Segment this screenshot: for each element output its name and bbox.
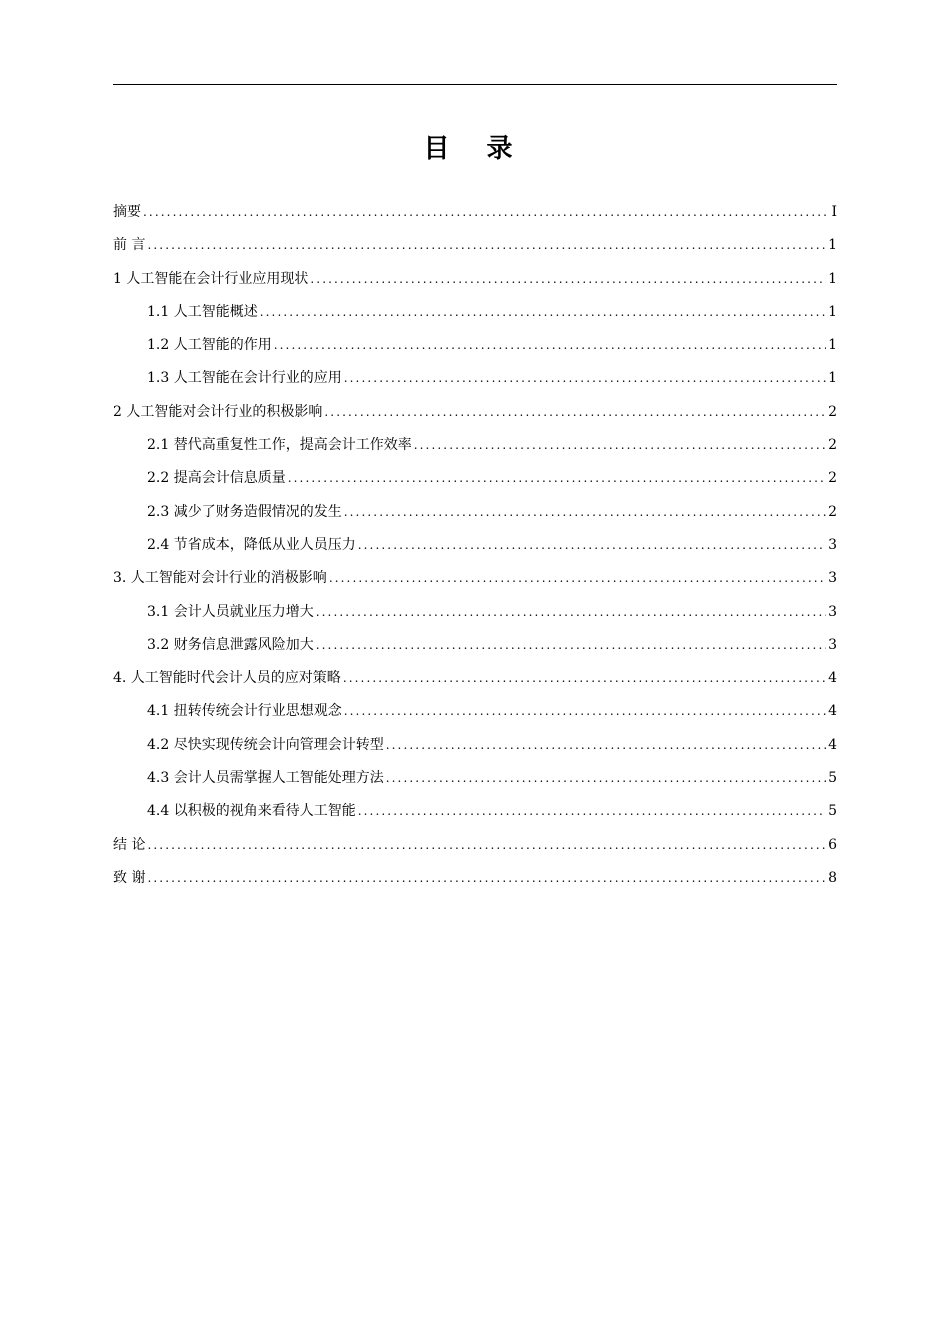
toc-entry-page: I <box>831 204 837 220</box>
toc-entry-label: 1.1 人工智能概述 <box>147 303 258 320</box>
toc-entry[interactable] <box>113 562 837 595</box>
toc-entry-label: 2.3 减少了财务造假情况的发生 <box>147 503 342 520</box>
toc-leader-dots <box>358 529 826 562</box>
toc-leader-dots <box>288 462 826 495</box>
toc-entry-page: 1 <box>828 303 837 320</box>
toc-entry-page: 1 <box>828 237 837 254</box>
toc-entry[interactable] <box>113 496 837 529</box>
toc-entry-label: 前 言 <box>113 237 146 254</box>
toc-entry-label: 4.4 以积极的视角来看待人工智能 <box>147 803 356 820</box>
toc-entry[interactable] <box>113 829 837 862</box>
toc-entry-label: 2.1 替代高重复性工作，提高会计工作效率 <box>147 437 412 454</box>
toc-entry[interactable] <box>113 329 837 362</box>
toc-entry[interactable] <box>113 362 837 395</box>
toc-entry-label: 3. 人工智能对会计行业的消极影响 <box>113 570 327 587</box>
toc-entry[interactable] <box>113 795 837 828</box>
toc-entry-page: 1 <box>828 370 837 387</box>
toc-leader-dots <box>358 795 826 828</box>
toc-leader-dots <box>316 629 826 662</box>
toc-entry[interactable] <box>113 196 837 229</box>
toc-entry[interactable] <box>113 529 837 562</box>
toc-entry-page: 4 <box>828 670 837 687</box>
toc-entry[interactable] <box>113 296 837 329</box>
toc-entry-page: 2 <box>828 503 837 520</box>
toc-entry-label: 摘要 <box>113 204 141 220</box>
toc-entry-page: 8 <box>828 869 837 886</box>
toc-entry-label: 1.2 人工智能的作用 <box>147 337 272 354</box>
toc-leader-dots <box>386 729 826 762</box>
toc-entry-page: 2 <box>828 470 837 487</box>
header-rule <box>113 84 837 85</box>
toc-entry-page: 3 <box>828 570 837 587</box>
toc-entry-page: 3 <box>828 536 837 553</box>
toc-entry[interactable] <box>113 629 837 662</box>
toc-leader-dots <box>386 762 826 795</box>
toc-leader-dots <box>344 496 826 529</box>
toc-entry-page: 1 <box>828 270 837 287</box>
toc-entry[interactable] <box>113 695 837 728</box>
toc-leader-dots <box>324 396 826 429</box>
toc-entry[interactable] <box>113 263 837 296</box>
toc-leader-dots <box>147 862 826 895</box>
toc-entry-label: 致 谢 <box>113 869 146 886</box>
toc-entry-page: 4 <box>828 703 837 720</box>
toc-entry-page: 2 <box>828 437 837 454</box>
toc-entry-page: 2 <box>828 403 837 420</box>
toc-leader-dots <box>329 562 826 595</box>
toc-entry-label: 3.1 会计人员就业压力增大 <box>147 603 314 620</box>
toc-entry-page: 6 <box>828 836 837 853</box>
toc-entry-page: 1 <box>828 337 837 354</box>
page-title: 目 录 <box>423 134 527 164</box>
toc-leader-dots <box>274 329 826 362</box>
toc-leader-dots <box>344 362 826 395</box>
toc-entry[interactable] <box>113 429 837 462</box>
table-of-contents <box>113 196 837 895</box>
toc-leader-dots <box>147 829 826 862</box>
toc-entry[interactable] <box>113 662 837 695</box>
toc-entry-label: 2.4 节省成本，降低从业人员压力 <box>147 536 356 553</box>
toc-entry[interactable] <box>113 229 837 262</box>
toc-entry-label: 1 人工智能在会计行业应用现状 <box>113 270 309 287</box>
toc-entry[interactable] <box>113 762 837 795</box>
toc-leader-dots <box>344 695 826 728</box>
toc-entry-label: 2.2 提高会计信息质量 <box>147 470 286 487</box>
toc-entry-label: 4. 人工智能时代会计人员的应对策略 <box>113 670 341 687</box>
toc-entry-page: 3 <box>828 636 837 653</box>
toc-entry[interactable] <box>113 462 837 495</box>
toc-leader-dots <box>414 429 826 462</box>
toc-entry-page: 3 <box>828 603 837 620</box>
toc-entry-label: 3.2 财务信息泄露风险加大 <box>147 636 314 653</box>
toc-entry-page: 5 <box>828 803 837 820</box>
toc-entry[interactable] <box>113 862 837 895</box>
toc-entry[interactable] <box>113 729 837 762</box>
toc-entry[interactable] <box>113 396 837 429</box>
toc-leader-dots <box>343 662 826 695</box>
toc-entry-label: 4.1 扭转传统会计行业思想观念 <box>147 703 342 720</box>
toc-leader-dots <box>143 196 829 229</box>
toc-entry-page: 4 <box>828 736 837 753</box>
toc-entry-label: 4.3 会计人员需掌握人工智能处理方法 <box>147 770 384 787</box>
toc-entry-label: 结 论 <box>113 836 146 853</box>
toc-entry-label: 1.3 人工智能在会计行业的应用 <box>147 370 342 387</box>
toc-entry-label: 4.2 尽快实现传统会计向管理会计转型 <box>147 736 384 753</box>
toc-leader-dots <box>147 229 826 262</box>
toc-leader-dots <box>310 263 826 296</box>
toc-entry-label: 2 人工智能对会计行业的积极影响 <box>113 403 323 420</box>
toc-leader-dots <box>260 296 826 329</box>
toc-leader-dots <box>316 596 826 629</box>
toc-entry[interactable] <box>113 596 837 629</box>
toc-entry-page: 5 <box>828 770 837 787</box>
